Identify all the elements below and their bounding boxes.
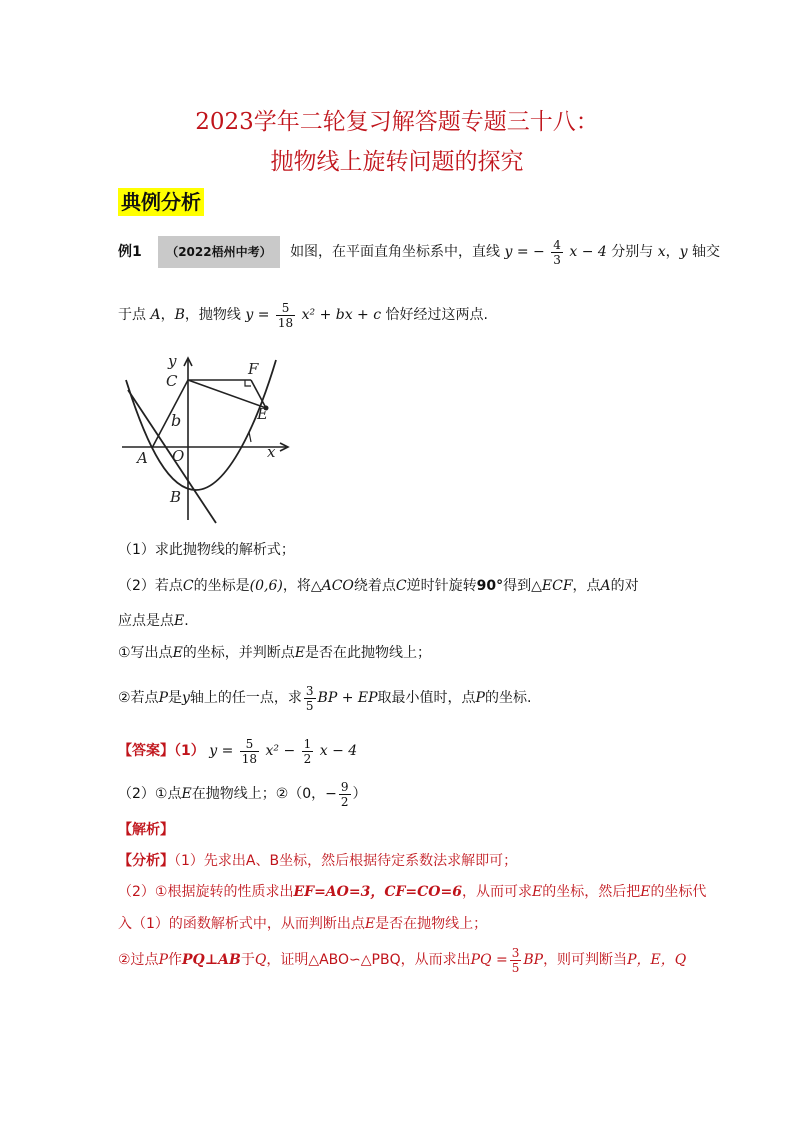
title-line-2: 抛物线上旋转问题的探究 [270,149,524,175]
s2-fraction [304,684,316,713]
answer-frac-1-den: 18 [241,751,258,766]
segment-CE [188,380,266,408]
fx4-den: 5 [511,960,520,975]
axis-y-var: y [679,244,688,260]
s2-text-a: ②若点 [118,690,159,706]
label-B: B [170,488,182,506]
eq2-lhs: y = [245,307,270,323]
section-heading-label: 典例分析 [118,188,204,216]
fx2-eq: EF=AO=3，CF=CO=6 [293,884,462,900]
point-A: A [150,307,161,323]
q2-text-e: 逆时针旋转 [406,578,477,594]
answer-line-1 [118,733,357,769]
q2-text-f: 得到 [503,578,532,594]
q2-text-c: ，将 [282,578,311,594]
example-line-2: 于点 A，B，抛物线 y = $\frac{5}{18}$ x² + bx + c 恰好经过这两点. [118,300,488,330]
question-1: （1）求此抛物线的解析式； [118,542,295,558]
right-angle-mark [245,380,251,386]
s2-text-b: 是 [167,690,182,706]
eq2-num: 5 [276,301,295,316]
answer-frac-2-den: 2 [303,751,312,766]
q2-text-g: ，点 [572,578,601,594]
answer-frac-2 [302,737,314,766]
answer-frac-1 [240,737,259,766]
fx4-eq: PQ = [470,952,508,968]
fx4-bp: BP [523,952,544,968]
geometry-figure [118,350,298,525]
answer-eq-tail: x − 4 [319,743,358,759]
line2-text-3: 恰好经过这两点. [385,307,488,323]
s2-point-P: P [158,690,168,706]
fx4-Q: Q [254,952,267,968]
q2-coord: (0,6) [249,578,283,594]
label-y: y [168,352,177,370]
analysis-label: 【解析】 [118,822,174,838]
comma: ， [665,244,680,260]
fx2-text-c: 的坐标，然后把 [542,884,641,900]
fx4-num: 3 [511,945,520,960]
q2-point-C2: C [395,578,407,594]
s2-point-P2: P [475,690,485,706]
fx2-text-a: （2）①根据旋转的性质求出 [118,884,294,900]
s2-y: y [181,690,190,706]
tick-mark [249,432,251,442]
q2-triangle-2: △ECF [531,578,573,594]
label-E: E [257,405,268,423]
segment-CA [152,380,188,448]
answer-eq-lhs: y = [209,743,234,759]
q2-point-C: C [182,578,194,594]
label-F: F [248,360,259,378]
fx4-fraction [510,946,522,975]
q2-point-E: E [174,613,185,629]
fx3-E: E [364,916,376,932]
analysis-line-4 [118,942,686,978]
s2-expression: BP + EP [317,690,378,706]
analysis-line-3 [118,914,487,934]
q2-point-A: A [600,578,611,594]
fx-label: 【分析】 [118,853,174,869]
example-label: 例1 [118,244,142,260]
example-line-1 [118,236,720,268]
analysis-line-2 [118,882,706,902]
label-O: O [172,447,185,465]
q2-degree: 90° [476,578,504,594]
example-source-tag: （2022梧州中考） [158,236,279,268]
fx4-text-a: ②过点 [118,952,159,968]
answer2-point-E: E [181,786,192,802]
point-B: B [174,307,185,323]
section-heading [118,186,204,215]
q2-line2-text-b: . [184,613,189,629]
example-text-2: 分别与 [611,244,654,260]
s1-point-E2: E [294,645,306,661]
eq2-rhs: x² + bx + c [301,307,382,323]
s1-point-E: E [172,645,183,661]
label-A: A [137,449,148,467]
q2-text-b: 的坐标是 [193,578,250,594]
axis-x-var: x [657,244,666,260]
eq1-fraction [551,238,563,267]
eq1-rhs: x − 4 [569,244,607,260]
eq1-lhs: y = − [504,244,545,260]
eq2-fraction [276,301,295,330]
answer2-fraction [339,780,351,809]
answer-label: 【答案】 [118,743,174,759]
answer-line-2 [118,777,367,811]
fx1-AB: A、B [245,853,280,869]
fx4-text-f: ，则可判断当 [543,952,628,968]
example-text-1: 如图，在平面直角坐标系中，直线 [290,244,501,260]
s2-text-d: 取最小值时，点 [377,690,476,706]
s1-text-a: ①写出点 [118,645,173,661]
label-x: x [267,443,276,461]
eq1-den: 3 [553,252,561,267]
line2-text-1: 于点 [118,307,146,323]
label-b: b [171,411,182,430]
eq1-num: 4 [553,237,561,252]
fx2-text-b: ，从而可求 [461,884,532,900]
s2-text-e: 的坐标. [484,690,532,706]
title-line-1: 2023学年二轮复习解答题专题三十八： [195,109,599,135]
fx2-E2: E [640,884,651,900]
s2-num: 3 [305,683,314,698]
fx4-perp: PQ⊥AB [181,952,241,968]
fx2-E: E [531,884,543,900]
answer2-den: 2 [340,794,349,809]
answer-part-1: （1） [174,743,205,759]
question-2-line-1 [118,575,639,597]
fx4-text-c: 于 [240,952,255,968]
answer2-text-a: （2）①点 [118,786,182,802]
fx1-text: （1）先求出 [174,853,246,869]
fx4-text-b: 作 [167,952,182,968]
fx1-text-b: 坐标，然后根据待定系数法求解即可； [279,853,518,869]
fx4-similar: △ABO∽△PBQ [308,952,401,968]
eq2-den: 18 [277,315,294,330]
answer2-text-c: ） [352,786,367,802]
fx4-text-e: ，从而求出 [400,952,471,968]
fx2-text-d: 的坐标代 [650,884,707,900]
fx3-text-b: 是否在抛物线上； [375,916,488,932]
subquestion-2 [118,680,531,716]
q2-line2-text-a: 应点是点 [118,613,174,629]
q2-text-d: 绕着点 [353,578,396,594]
answer2-text-b: 在抛物线上；②（0，− [191,786,337,802]
s1-text-b: 的坐标，并判断点 [182,645,295,661]
q2-text-a: （2）若点 [118,578,183,594]
answer-frac-1-num: 5 [240,737,259,752]
fx3-text-a: 入（1）的函数解析式中，从而判断出点 [118,916,365,932]
q2-triangle-1: △ACO [310,578,354,594]
fx4-points: P，E，Q [627,952,687,968]
analysis-line-1 [118,851,517,871]
answer-frac-2-num: 1 [303,736,312,751]
answer2-num: 9 [340,779,349,794]
line2-text-2: ，抛物线 [184,307,241,323]
answer-eq-mid: x² − [265,743,296,759]
s1-text-c: 是否在此抛物线上； [305,645,432,661]
subquestion-1 [118,643,431,663]
s2-den: 5 [305,698,314,713]
example-text-3: 轴交 [691,244,720,260]
q2-text-h: 的对 [610,578,639,594]
fx4-text-d: ，证明 [266,952,309,968]
fx4-P: P [158,952,168,968]
question-2-line-2 [118,611,189,631]
s2-text-c: 轴上的任一点，求 [189,690,302,706]
label-C: C [166,372,178,390]
